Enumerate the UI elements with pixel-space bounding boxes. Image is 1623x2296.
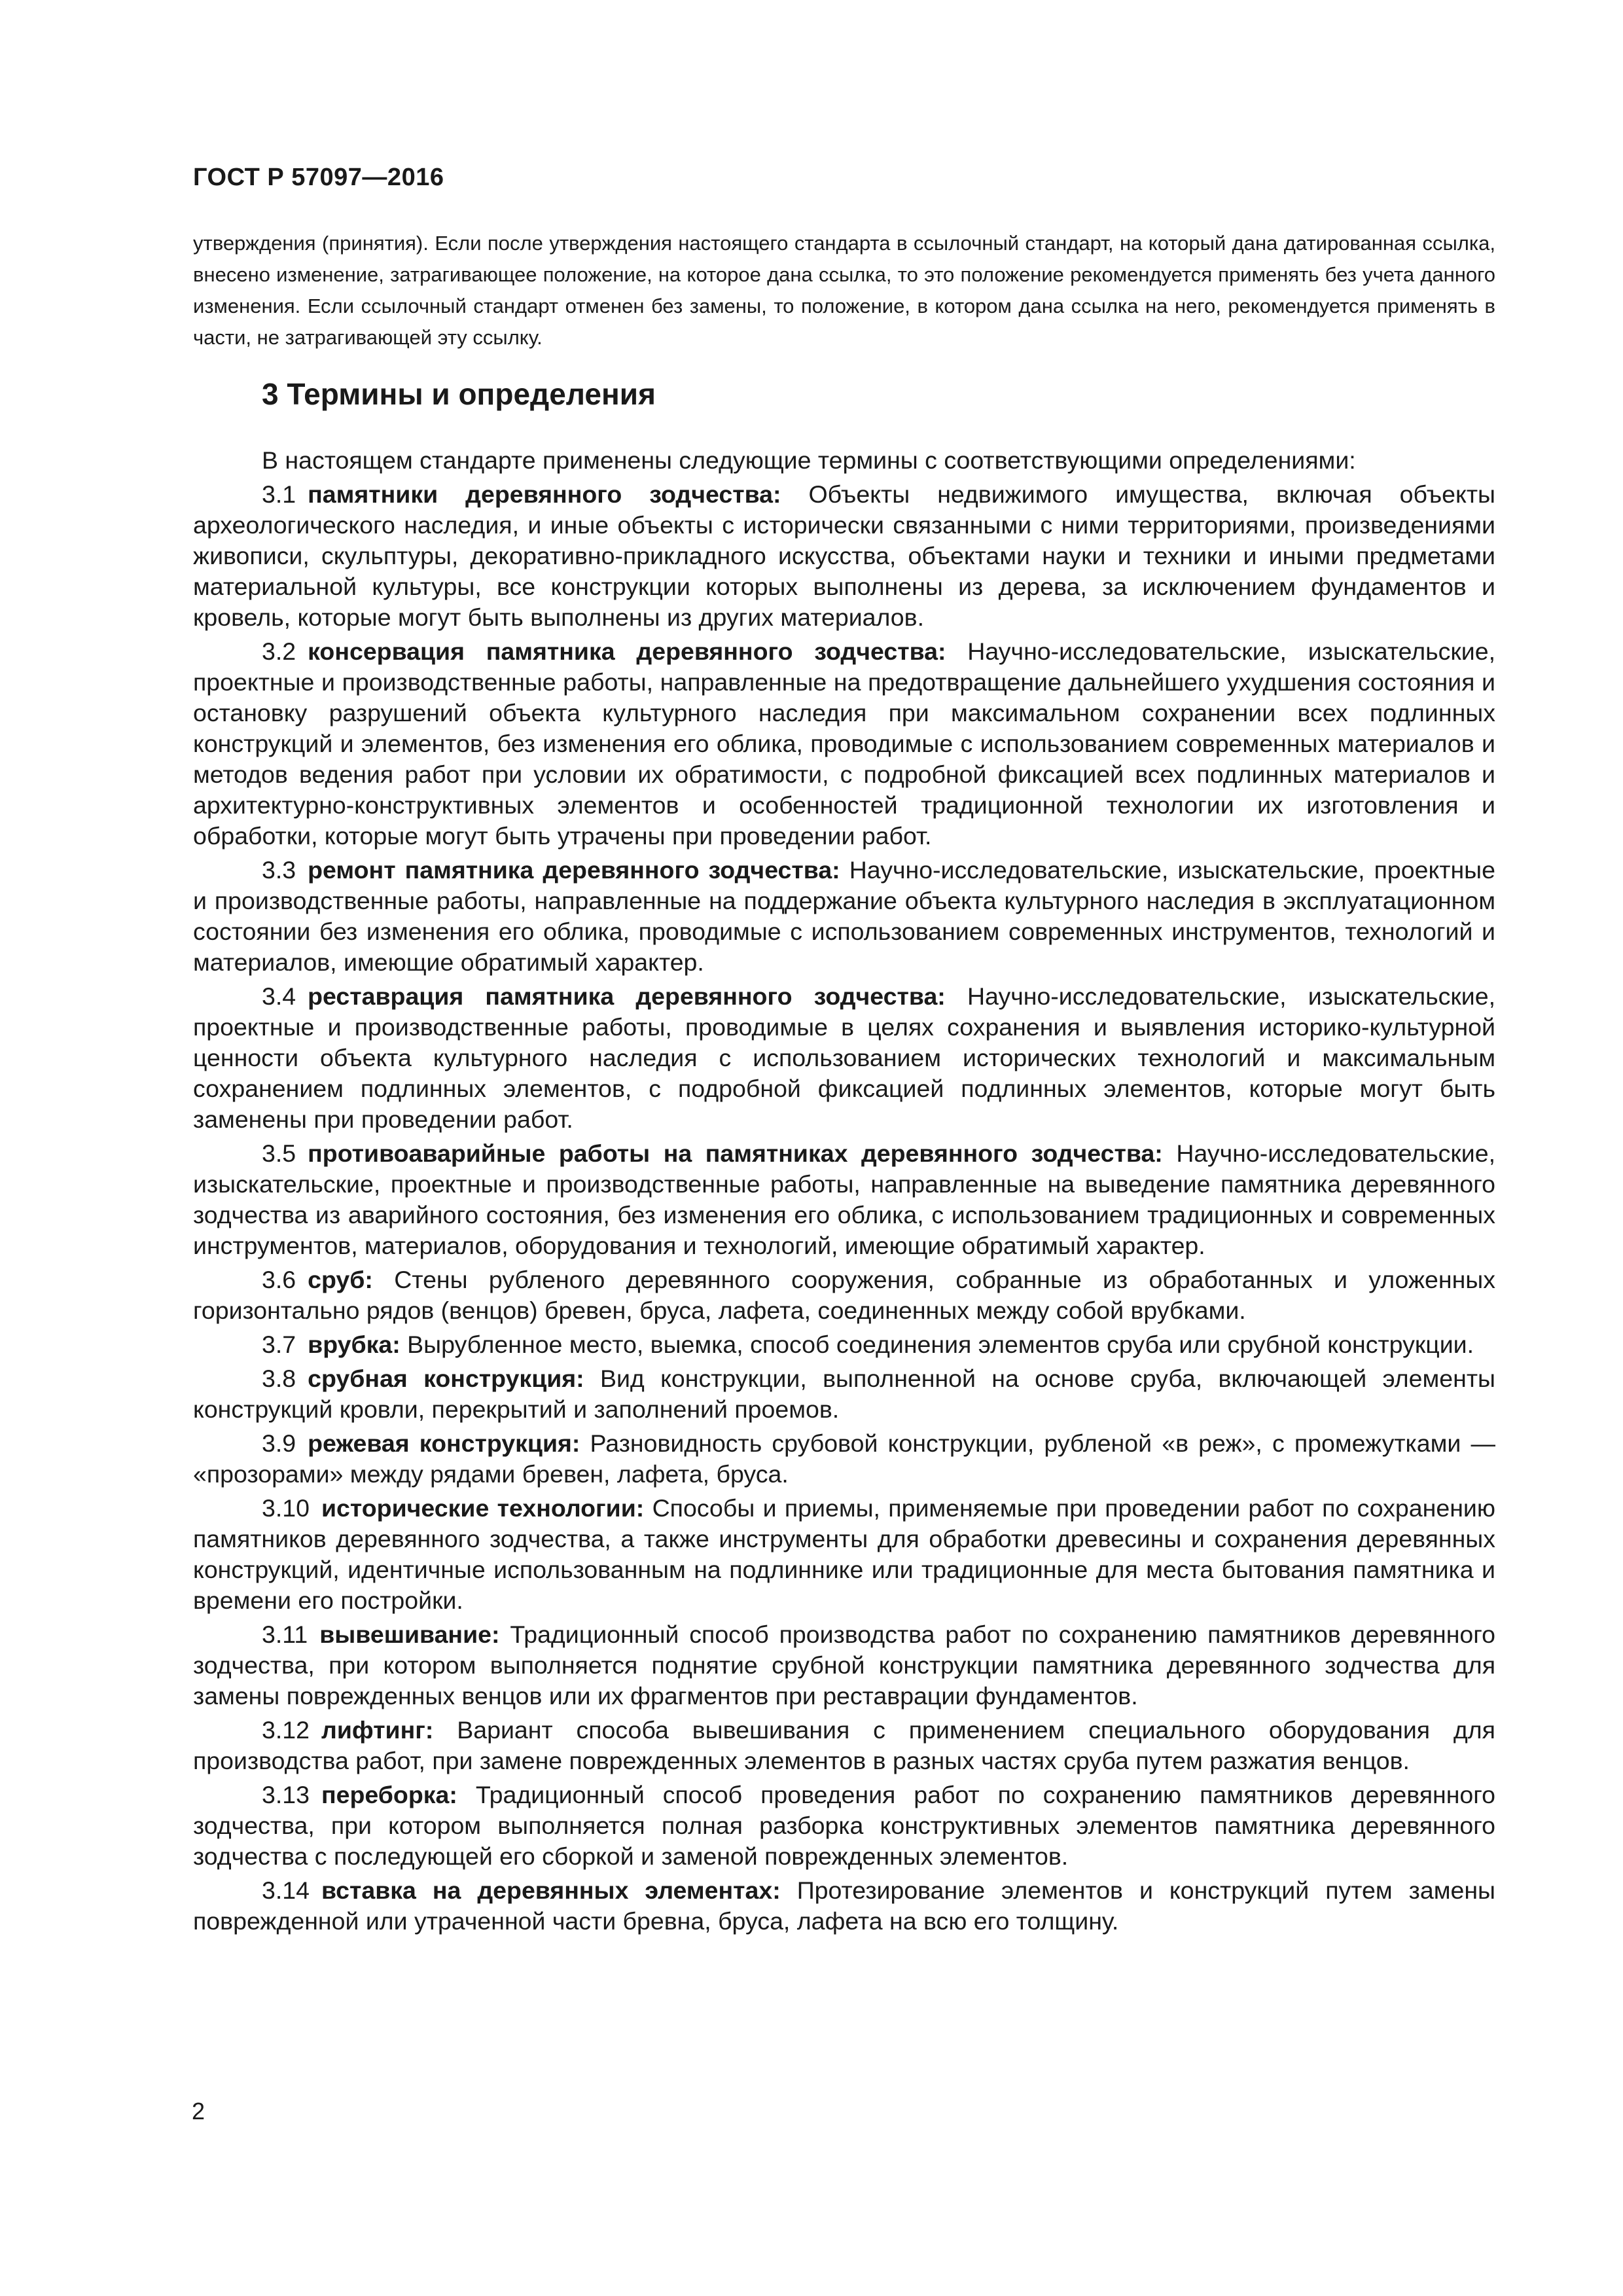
term-definition: Традиционный способ проведения работ по сохранению памятников деревянного зодчества, при котором выполняется полная разборка конструктивных элементов памятника деревянного зодчества с последующей его сборкой и заменой поврежденных элементов. bbox=[193, 1781, 1495, 1870]
term-name: переборка: bbox=[321, 1781, 457, 1808]
term-definition: Способы и приемы, применяемые при проведении работ по сохранению памятников деревянного зодчества, а также инструменты для обработки древесины и сохранения деревянных конструкций, идентичные использованным на подлиннике или традиционные для места бытования памятника и времени его постройки. bbox=[193, 1494, 1495, 1614]
term-number: 3.11 bbox=[262, 1621, 308, 1648]
term-definition: Научно-исследовательские, изыскательские, проектные и производственные работы, направленные на выведение памятника деревянного зодчества из аварийного состояния, без изменения его облика, с использованием традиционных и современных инструментов, материалов, оборудования и технологий, имеющие обратимый характер. bbox=[193, 1139, 1495, 1259]
term-number: 3.9 bbox=[262, 1429, 296, 1457]
term-number: 3.2 bbox=[262, 637, 296, 665]
term-definition: Объекты недвижимого имущества, включая объекты археологического наследия, и иные объекты с исторически связанными с ними территориями, произведениями живописи, скульптуры, декоративно-прикладного искусства, объектами науки и техники и иными предметами материальной культуры, все конструкции которых выполнены из дерева, за исключением фундаментов и кровель, которые могут быть выполнены из других материалов. bbox=[193, 480, 1495, 631]
term-number: 3.12 bbox=[262, 1716, 310, 1744]
term-definition: Вырубленное место, выемка, способ соединения элементов сруба или срубной конструкции. bbox=[407, 1331, 1474, 1358]
term-definition: Научно-исследовательские, изыскательские, проектные и производственные работы, направленные на предотвращение дальнейшего ухудшения состояния и остановку разрушений объекта культурного наследия при максимальном сохранении всех подлинных конструкций и элементов, без изменения его облика, проводимые с использованием современных материалов и методов ведения работ при условии их обратимости, с подробной фиксацией всех подлинных материалов и архитектурно-конструктивных элементов и особенностей традиционной технологии их изготовления и обработки, которые могут быть утрачены при проведении работ. bbox=[193, 637, 1495, 850]
term-name: противоаварийные работы на памятниках деревянного зодчества: bbox=[308, 1139, 1163, 1167]
term-entry bbox=[193, 855, 1495, 978]
term-name: сруб: bbox=[308, 1266, 373, 1293]
section-lead: В настоящем стандарте применены следующие термины с соответствующими определениями: bbox=[262, 446, 1356, 474]
term-definition: Протезирование элементов и конструкций путем замены поврежденной или утраченной части бревна, бруса, лафета на всю его толщину. bbox=[193, 1876, 1495, 1935]
term-name: реставрация памятника деревянного зодчества: bbox=[308, 982, 946, 1010]
term-entry bbox=[193, 981, 1495, 1135]
term-entry bbox=[193, 1780, 1495, 1872]
term-name: вывешивание: bbox=[319, 1621, 500, 1648]
term-entry bbox=[193, 1138, 1495, 1261]
term-name: вставка на деревянных элементах: bbox=[321, 1876, 781, 1904]
term-name: лифтинг: bbox=[321, 1716, 434, 1744]
intro-paragraph: утверждения (принятия). Если после утверждения настоящего стандарта в ссылочный стандарт, на который дана датированная ссылка, внесено изменение, затрагивающее положение, на которое дана ссылка, то это положение рекомендуется применять без учета данного изменения. Если ссылочный стандарт отменен без замены, то положение, в котором дана ссылка на него, рекомендуется применять в части, не затрагивающей эту ссылку. bbox=[193, 232, 1495, 349]
term-entry bbox=[193, 1363, 1495, 1425]
term-number: 3.10 bbox=[262, 1494, 310, 1522]
term-entry bbox=[193, 636, 1495, 852]
term-name: памятники деревянного зодчества: bbox=[308, 480, 781, 508]
term-number: 3.1 bbox=[262, 480, 296, 508]
term-entry bbox=[193, 1619, 1495, 1712]
term-number: 3.4 bbox=[262, 982, 296, 1010]
term-entry bbox=[193, 1265, 1495, 1326]
term-number: 3.14 bbox=[262, 1876, 310, 1904]
term-number: 3.6 bbox=[262, 1266, 296, 1293]
term-definition: Традиционный способ производства работ по сохранению памятников деревянного зодчества, при котором выполняется поднятие срубной конструкции памятника деревянного зодчества для замены поврежденных венцов или их фрагментов при реставрации фундаментов. bbox=[193, 1621, 1496, 1710]
term-entry bbox=[193, 1715, 1495, 1776]
term-entry bbox=[193, 1329, 1495, 1360]
term-definition: Вариант способа вывешивания с применением специального оборудования для производства работ, при замене поврежденных элементов в разных частях сруба путем разжатия венцов. bbox=[193, 1716, 1495, 1774]
term-number: 3.8 bbox=[262, 1365, 296, 1392]
term-entry bbox=[193, 1428, 1495, 1490]
term-name: ремонт памятника деревянного зодчества: bbox=[308, 856, 840, 884]
term-number: 3.5 bbox=[262, 1139, 296, 1167]
terms-body bbox=[193, 445, 1495, 1940]
document-header: ГОСТ Р 57097—2016 bbox=[193, 164, 444, 191]
term-definition: Научно-исследовательские, изыскательские, проектные и производственные работы, проводимые в целях сохранения и выявления историко-культурной ценности объекта культурного наследия с использованием исторических технологий и максимальным сохранением подлинных элементов, с подробной фиксацией подлинных элементов, которые могут быть заменены при проведении работ. bbox=[193, 982, 1495, 1133]
term-definition: Вид конструкции, выполненной на основе сруба, включающей элементы конструкций кровли, перекрытий и заполнений проемов. bbox=[193, 1365, 1495, 1423]
term-definition: Научно-исследовательские, изыскательские, проектные и производственные работы, направленные на поддержание объекта культурного наследия в эксплуатационном состоянии без изменения его облика, проводимые с использованием современных инструментов, технологий и материалов, имеющие обратимый характер. bbox=[193, 856, 1495, 976]
term-name: срубная конструкция: bbox=[308, 1365, 584, 1392]
term-entry bbox=[193, 479, 1495, 633]
term-name: врубка: bbox=[308, 1331, 401, 1358]
term-definition: Стены рубленого деревянного сооружения, собранные из обработанных и уложенных горизонтально рядов (венцов) бревен, бруса, лафета, соединенных между собой врубками. bbox=[193, 1266, 1495, 1324]
term-number: 3.3 bbox=[262, 856, 296, 884]
term-name: консервация памятника деревянного зодчества: bbox=[308, 637, 946, 665]
page-number: 2 bbox=[192, 2098, 205, 2125]
term-name: режевая конструкция: bbox=[308, 1429, 580, 1457]
term-number: 3.7 bbox=[262, 1331, 296, 1358]
term-name: исторические технологии: bbox=[321, 1494, 645, 1522]
term-entry bbox=[193, 1875, 1495, 1937]
term-definition: Разновидность срубовой конструкции, рубленой «в реж», с промежутками — «прозорами» между рядами бревен, лафета, бруса. bbox=[193, 1429, 1495, 1488]
section-title: 3 Термины и определения bbox=[262, 377, 656, 411]
term-entry bbox=[193, 1493, 1495, 1616]
term-number: 3.13 bbox=[262, 1781, 310, 1808]
